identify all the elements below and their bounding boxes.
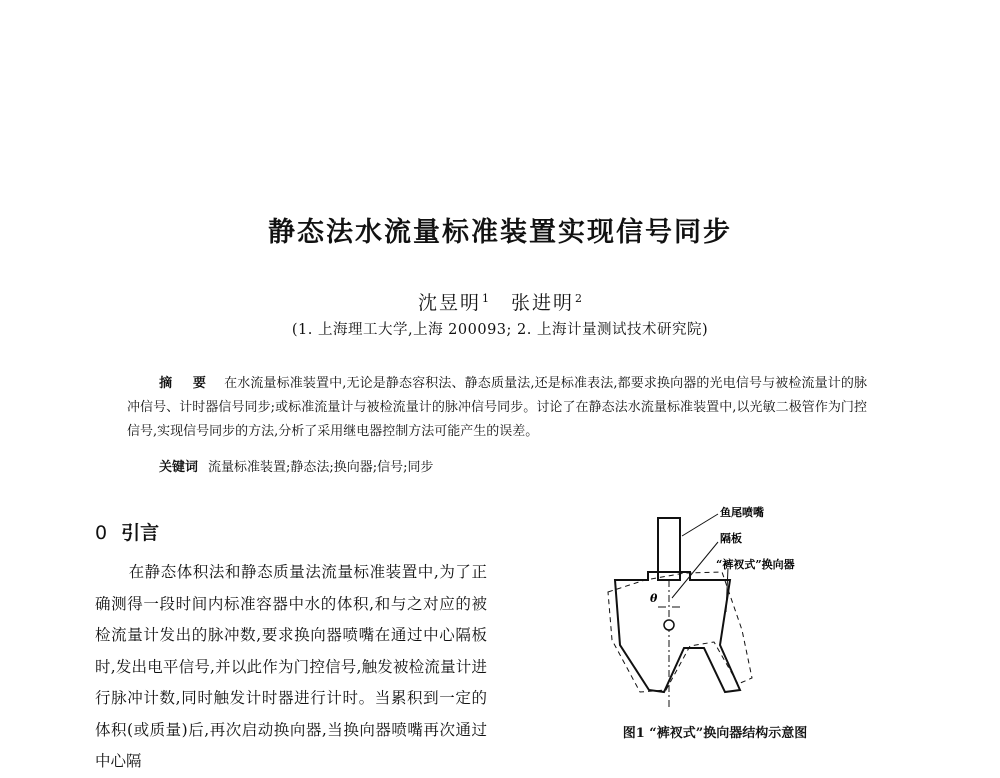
abstract-label: 摘 要	[159, 376, 215, 391]
nozzle-shape	[658, 518, 680, 580]
section-heading	[95, 518, 159, 545]
section-title: 引言	[121, 522, 160, 544]
keywords-label: 关键词	[159, 460, 199, 475]
paper-title: 静态法水流量标准装置实现信号同步	[268, 217, 732, 248]
sensor-circle	[664, 620, 674, 630]
theta-label: θ	[650, 592, 658, 605]
diverter-dashed-outline	[608, 572, 752, 692]
abstract	[127, 372, 867, 444]
author-line	[0, 288, 1000, 315]
diverter-figure	[590, 500, 850, 720]
diverter-label: “裤衩式”换向器	[716, 558, 795, 571]
nozzle-leader	[682, 514, 718, 536]
author-name: 张进明	[511, 292, 575, 314]
keywords-text: 流量标准装置;静态法;换向器;信号;同步	[208, 460, 434, 475]
diverter-body	[615, 572, 740, 692]
keywords	[159, 456, 434, 475]
author-name: 沈昱明	[417, 292, 481, 314]
paragraph-text: 在静态体积法和静态质量法流量标准装置中,为了正确测得一段时间内标准容器中水的体积,和与之对应的被检流量计发出的脉冲数,要求换向器喷嘴在通过中心隔板时,发出电平信号,并以此作为门控信号,触发被检流量计进行脉冲计数,同时触发计时器进行计时。当累积到一定的体积(或质量)后,再次启动换向器,当换向器喷嘴再次通过中心隔	[95, 563, 487, 770]
partition-label: 隔板	[720, 532, 742, 545]
section-number: 0	[95, 522, 108, 544]
author-affiliation-mark: 1	[482, 291, 489, 305]
author-affiliation-mark: 2	[575, 291, 583, 305]
figure-caption: 图1 “裤衩式”换向器结构示意图	[622, 726, 808, 741]
abstract-text: 在水流量标准装置中,无论是静态容积法、静态质量法,还是标准表法,都要求换向器的光电信号与被检流量计的脉冲信号、计时器信号同步;或标准流量计与被检流量计的脉冲信号同步。讨论了在静态法水流量标准装置中,以光敏二极管作为门控信号,实现信号同步的方法,分析了采用继电器控制方法可能产生的误差。	[127, 376, 867, 439]
nozzle-label: 鱼尾喷嘴	[720, 506, 764, 519]
partition-leader	[672, 542, 718, 598]
body-paragraph	[95, 557, 487, 778]
affiliation: (1. 上海理工大学,上海 200093; 2. 上海计量测试技术研究院)	[291, 322, 709, 338]
